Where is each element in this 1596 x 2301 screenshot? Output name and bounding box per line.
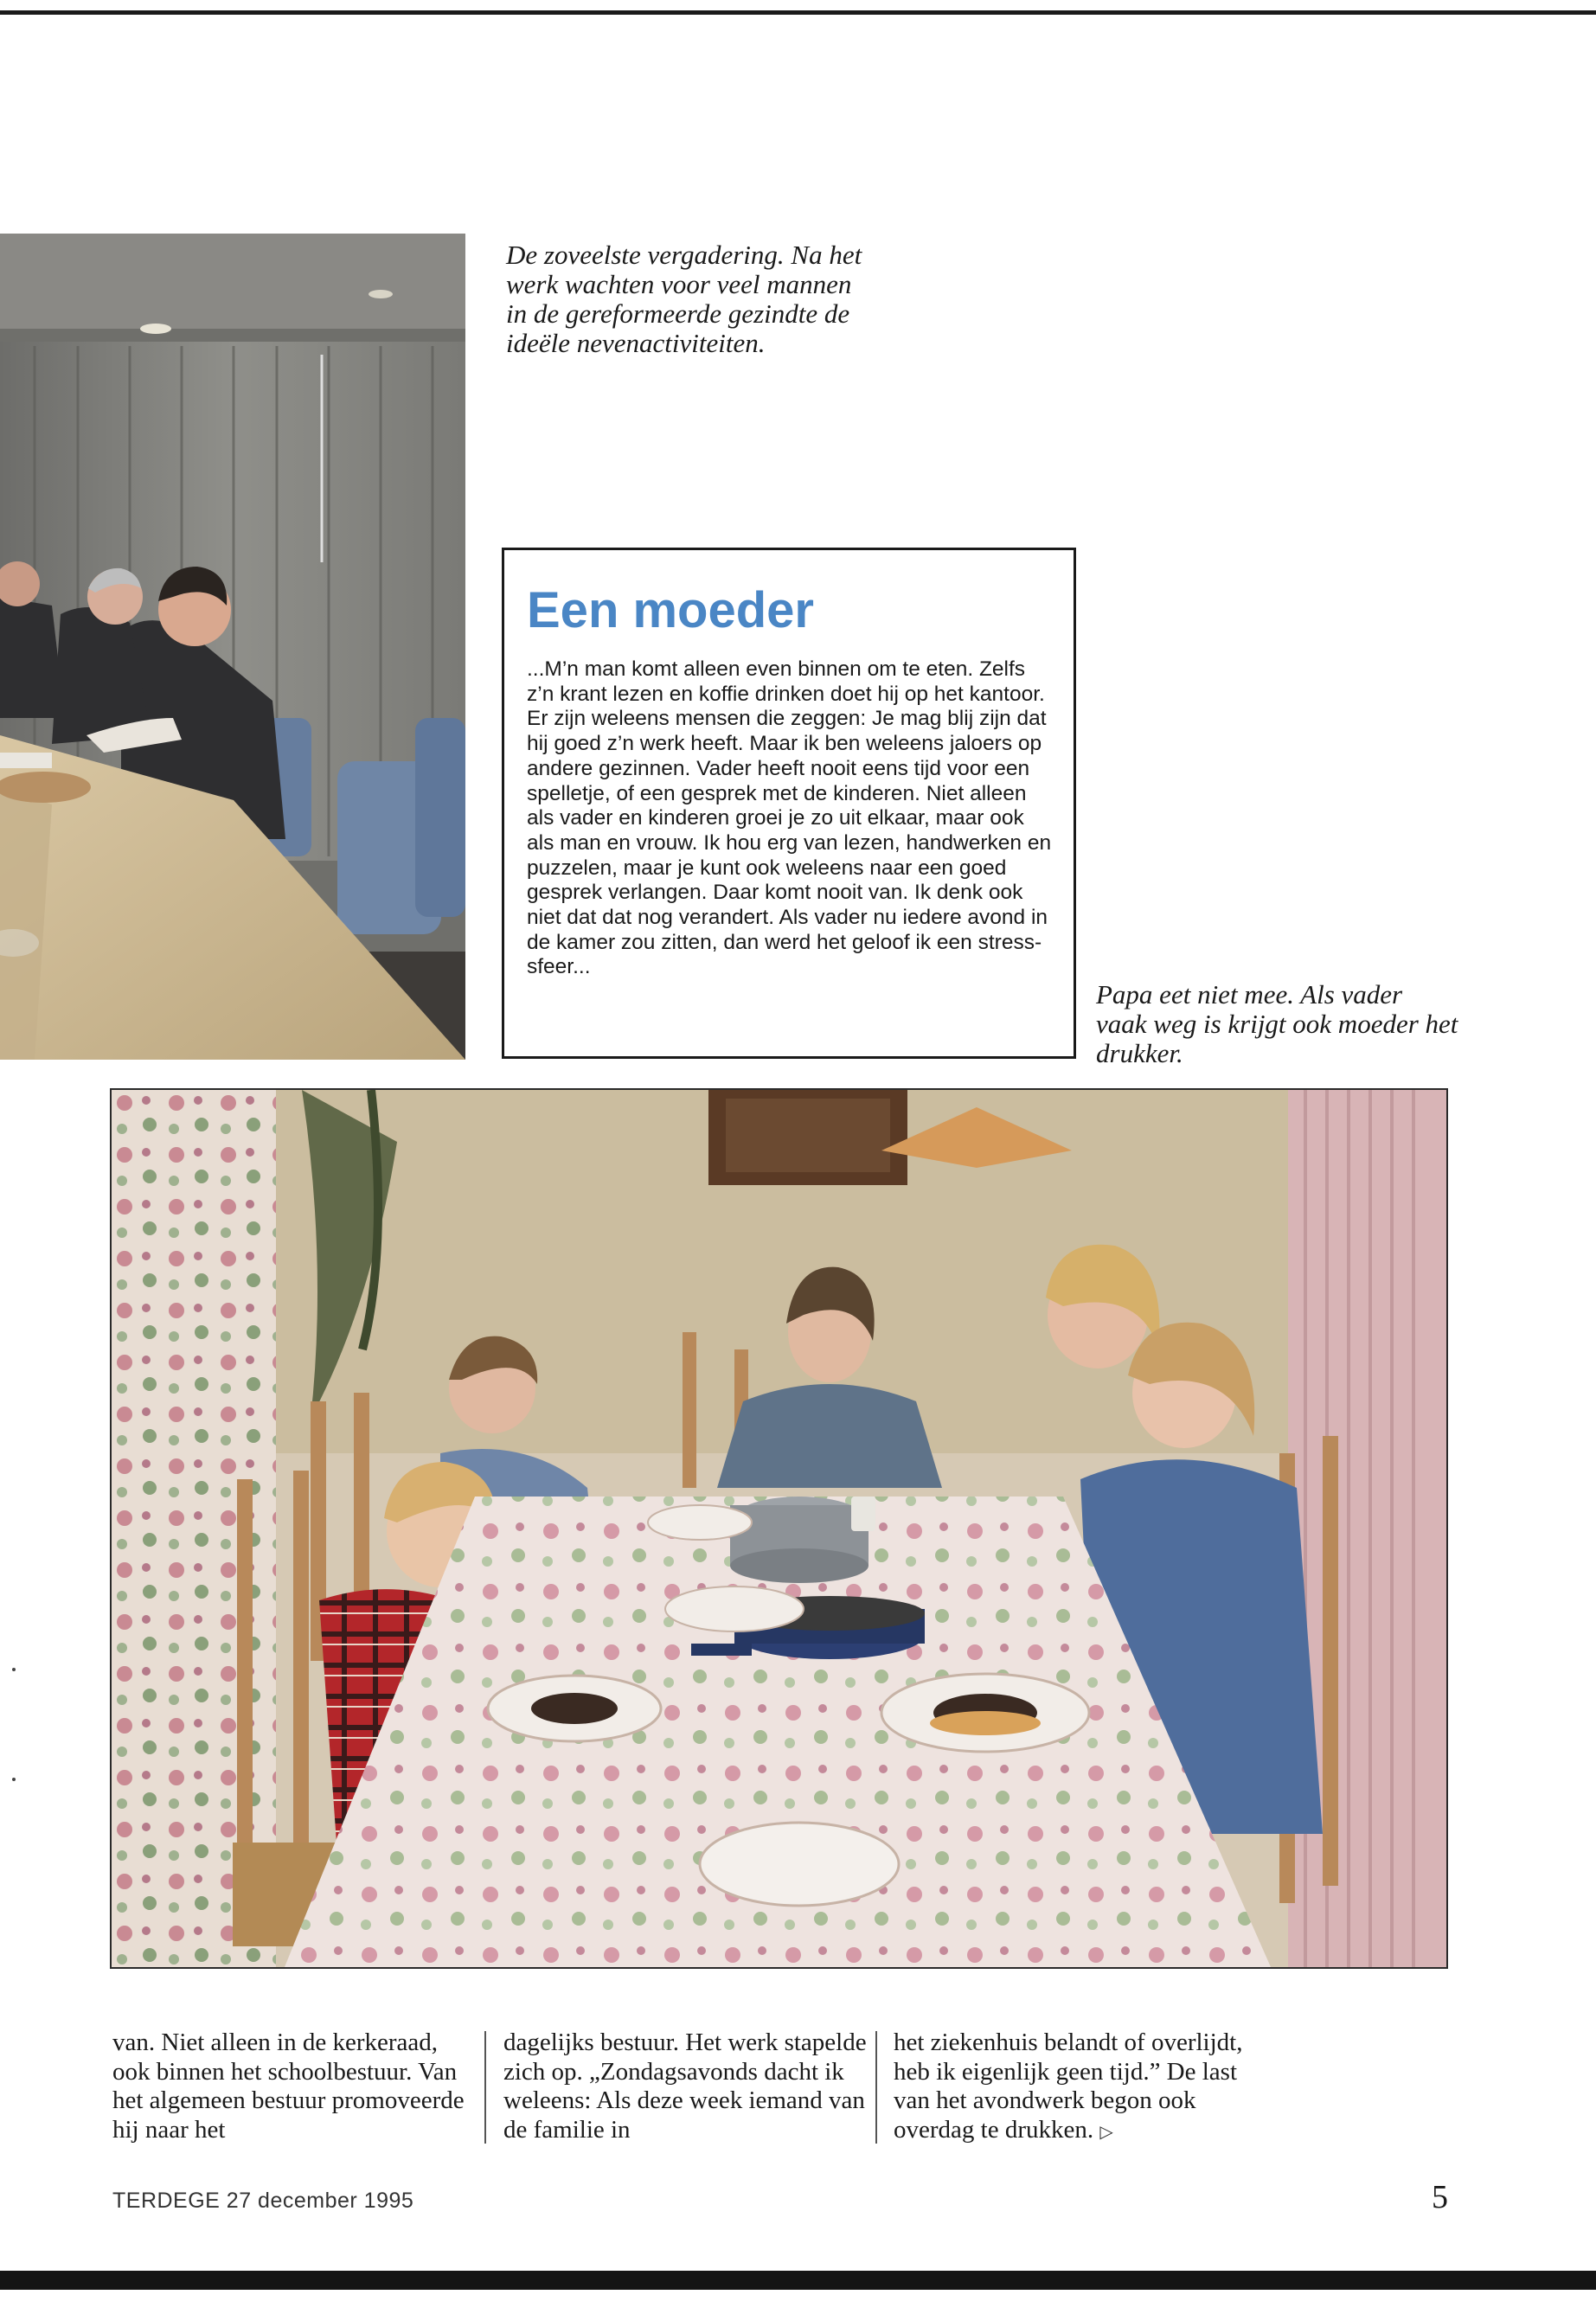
page-number: 5 xyxy=(1432,2179,1448,2215)
meeting-photo-image xyxy=(0,234,465,1060)
bottom-rule xyxy=(0,2271,1596,2290)
photo-caption-family: Papa eet niet mee. Als vader vaak weg is krijgt ook moeder het drukker. xyxy=(1096,979,1458,1068)
column-divider xyxy=(484,2031,486,2144)
continue-arrow-icon: ▷ xyxy=(1099,2122,1113,2142)
meeting-photo xyxy=(0,234,465,1060)
top-rule xyxy=(0,10,1596,15)
scan-speck xyxy=(12,1778,16,1781)
body-column-2: dagelijks bestuur. Het werk stapelde zich op. „Zondagsavonds dacht ik weleens: Als deze week iemand van de familie in xyxy=(503,2029,867,2144)
publication-footer: TERDEGE 27 december 1995 xyxy=(112,2189,414,2213)
body-column-3 xyxy=(894,2029,1257,2147)
sidebar-title: Een moeder xyxy=(527,582,814,638)
sidebar-box xyxy=(502,548,1076,1059)
body-column-3-text: het ziekenhuis belandt of overlijdt, heb ik eigenlijk geen tijd.” De last van het avondwerk begon ook overdag te drukken. xyxy=(894,2029,1243,2144)
family-dinner-photo-image xyxy=(112,1090,1446,1967)
scan-speck xyxy=(12,1668,16,1671)
column-divider xyxy=(875,2031,877,2144)
sidebar-text: ...M’n man komt alleen even binnen om te eten. Zelfs z’n krant lezen en koffie drinken doet hij op het kantoor. Er zijn weleens mensen die zeggen: Je mag blij zijn dat hij goed z’n werk heeft. Maar ik ben weleens jaloers op andere gezinnen. Vader heeft nooit eens tijd voor een spelletje, of een gesprek met de kinderen. Niet alleen als vader en kinderen groei je zo uit elkaar, maar ook als man en vrouw. Ik hou erg van lezen, handwerken en puzzelen, maar je kunt ook weleens naar een goed gesprek verlangen. Daar komt nooit van. Ik denk ook niet dat dat nog verandert. Als vader nu iedere avond in de kamer zou zitten, dan werd het geloof ik een stress-sfeer... xyxy=(527,657,1052,979)
body-column-1: van. Niet alleen in de kerkeraad, ook binnen het schoolbestuur. Van het algemeen bestuur promoveerde hij naar het xyxy=(112,2029,465,2144)
family-dinner-photo xyxy=(110,1088,1448,1969)
photo-caption-meeting: De zoveelste vergadering. Na het werk wachten voor veel mannen in de gereformeerde gezindte de ideële nevenactiviteiten. xyxy=(506,240,862,358)
